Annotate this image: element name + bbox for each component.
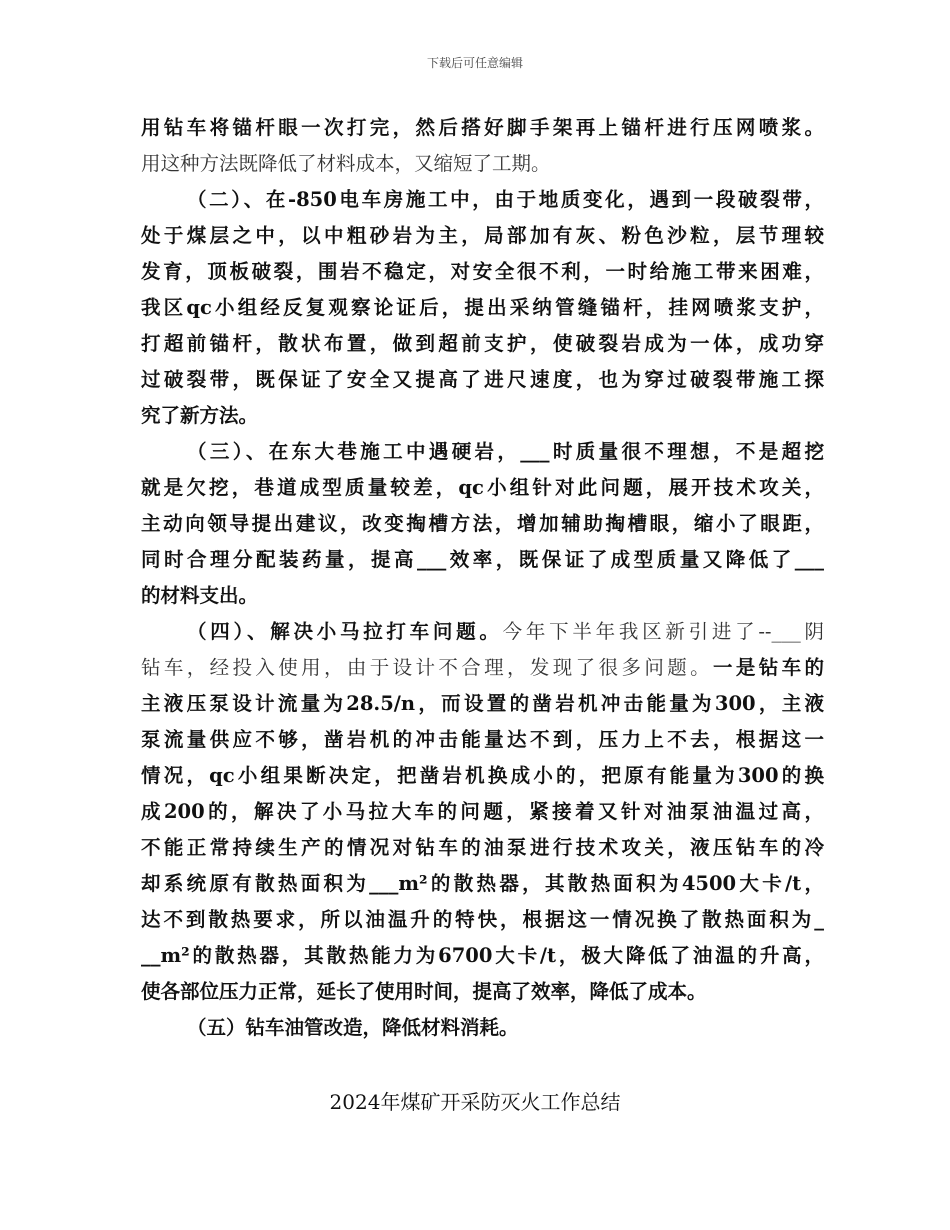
text-segment: 钻车，经投入使用，由于设计不合理，发现了很多问题。 bbox=[141, 656, 713, 679]
text-segment: （四）、解决小马拉打车问题。 bbox=[187, 620, 503, 643]
text-segment: 主动向领导提出建议，改变掏槽方法，增加辅助掏槽眼，缩小了眼距， bbox=[141, 512, 824, 535]
text-segment: （二）、在-850电车房施工中，由于地质变化，遇到一段破裂带， bbox=[187, 188, 824, 211]
text-segment: 成200的，解决了小马拉大车的问题，紧接着又针对油泵油温过高， bbox=[141, 800, 824, 823]
text-line bbox=[141, 686, 824, 722]
text-segment: 同时合理分配装药量，提高___效率，既保证了成型质量又降低了___ bbox=[141, 548, 824, 571]
text-line bbox=[141, 902, 824, 938]
text-line bbox=[141, 578, 824, 614]
text-segment: 处于煤层之中，以中粗砂岩为主，局部加有灰、粉色沙粒，层节理较 bbox=[141, 224, 824, 247]
text-segment: 不能正常持续生产的情况对钻车的油泵进行技术攻关，液压钻车的冷 bbox=[141, 836, 824, 859]
text-line bbox=[141, 614, 824, 650]
text-segment: （三）、在东大巷施工中遇硬岩，___时质量很不理想，不是超挖 bbox=[187, 440, 824, 463]
text-segment: 情况，qc小组果断决定，把凿岩机换成小的，把原有能量为300的换 bbox=[141, 764, 824, 787]
text-segment: 就是欠挖，巷道成型质量较差，qc小组针对此问题，展开技术攻关， bbox=[141, 476, 824, 499]
text-line bbox=[141, 254, 824, 290]
text-line bbox=[141, 650, 824, 686]
text-segment: （五）钻车油管改造，降低材料消耗。 bbox=[187, 1016, 519, 1039]
text-line bbox=[141, 830, 824, 866]
text-segment: 泵流量供应不够，凿岩机的冲击能量达不到，压力上不去，根据这一 bbox=[141, 728, 824, 751]
text-segment: 用这种方法既降低了材料成本，又缩短了工期。 bbox=[141, 152, 551, 175]
text-line bbox=[141, 1010, 824, 1046]
text-segment: 达不到散热要求，所以油温升的特快，根据这一情况换了散热面积为_ bbox=[141, 908, 824, 931]
text-segment: 究了新方法。 bbox=[141, 404, 259, 427]
text-line bbox=[141, 182, 824, 218]
text-line bbox=[141, 434, 824, 470]
text-line bbox=[141, 362, 824, 398]
text-line bbox=[141, 506, 824, 542]
text-line bbox=[141, 758, 824, 794]
text-segment: 使各部位压力正常，延长了使用时间，提高了效率，降低了成本。 bbox=[141, 980, 707, 1003]
text-segment: 打超前锚杆，散状布置，做到超前支护，使破裂岩成为一体，成功穿 bbox=[141, 332, 824, 355]
text-line bbox=[141, 722, 824, 758]
text-line bbox=[141, 542, 824, 578]
document-body bbox=[141, 110, 824, 1046]
text-segment: 今年下半年我区新引进了--___阴 bbox=[502, 620, 824, 643]
text-segment: __m²的散热器，其散热能力为6700大卡/t，极大降低了油温的升高， bbox=[141, 944, 824, 967]
text-segment: 用钻车将锚杆眼一次打完，然后搭好脚手架再上锚杆进行压网喷浆。 bbox=[141, 116, 824, 139]
text-line bbox=[141, 938, 824, 974]
text-segment: 过破裂带，既保证了安全又提高了进尺速度，也为穿过破裂带施工探 bbox=[141, 368, 824, 391]
text-segment: 发育，顶板破裂，围岩不稳定，对安全很不利，一时给施工带来困难， bbox=[141, 260, 824, 283]
text-line bbox=[141, 146, 824, 182]
text-line bbox=[141, 794, 824, 830]
text-segment: 一是钻车的 bbox=[712, 656, 824, 679]
text-line bbox=[141, 290, 824, 326]
text-line bbox=[141, 218, 824, 254]
text-segment: 我区qc小组经反复观察论证后，提出采纳管缝锚杆，挂网喷浆支护， bbox=[141, 296, 824, 319]
text-segment: 主液压泵设计流量为28.5/n，而设置的凿岩机冲击能量为300，主液 bbox=[141, 692, 824, 715]
text-segment: 却系统原有散热面积为___m²的散热器，其散热面积为4500大卡/t， bbox=[141, 872, 824, 895]
text-line bbox=[141, 866, 824, 902]
text-line bbox=[141, 398, 824, 434]
text-line bbox=[141, 470, 824, 506]
text-line bbox=[141, 326, 824, 362]
page-header: 下载后可任意编辑 bbox=[426, 56, 523, 70]
text-segment: 的材料支出。 bbox=[141, 584, 259, 607]
text-line bbox=[141, 974, 824, 1010]
section-title: 2024年煤矿开采防灭火工作总结 bbox=[329, 1090, 621, 1114]
text-line bbox=[141, 110, 824, 146]
